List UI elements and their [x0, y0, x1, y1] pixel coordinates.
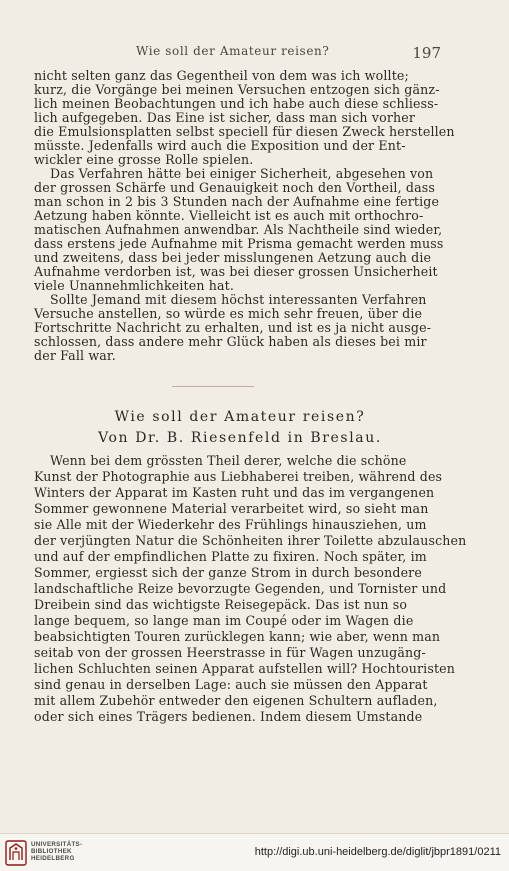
- text-line: und auf der empfindlichen Platte zu fixiren. Noch später, im: [34, 549, 427, 564]
- page-number: 197: [412, 44, 441, 62]
- article-author: Von Dr. B. Riesenfeld in Breslau.: [98, 430, 382, 446]
- text-line: Dreibein sind das wichtigste Reisegepäck. Das ist nun so: [34, 597, 408, 612]
- text-line: kurz, die Vorgänge bei meinen Versuchen entzogen sich gänz-: [34, 82, 440, 97]
- text-line: lich aufgegeben. Das Eine ist sicher, dass man sich vorher: [34, 110, 416, 125]
- text-line: sind genau in derselben Lage: auch sie müssen den Apparat: [34, 677, 428, 692]
- text-line: lange bequem, so lange man im Coupé oder im Wagen die: [34, 613, 414, 628]
- text-line: und zweitens, dass bei jeder misslungenen Aetzung auch die: [34, 250, 432, 265]
- text-line: Sommer gewonnene Material verarbeitet wird, so sieht man: [34, 501, 429, 516]
- text-line: lich meinen Beobachtungen und ich habe auch diese schliess-: [34, 96, 439, 111]
- text-line: Sommer, ergiesst sich der ganze Strom in durch besondere: [34, 565, 422, 580]
- running-head: [0, 44, 509, 60]
- text-line: Kunst der Photographie aus Liebhaberei treiben, während des: [34, 469, 443, 484]
- text-line: viele Unannehmlichkeiten hat.: [34, 278, 235, 293]
- text-line: wickler eine grosse Rolle spielen.: [34, 152, 254, 167]
- text-line: seitab von der grossen Heerstrasse in für Wagen unzugäng-: [34, 645, 426, 660]
- section-divider: [172, 386, 254, 387]
- text-line: matischen Aufnahmen anwendbar. Als Nachtheile sind wieder,: [34, 222, 443, 237]
- library-name-line: UNIVERSITÄTS-: [31, 841, 83, 848]
- text-line: Versuche anstellen, so würde es mich sehr freuen, über die: [34, 306, 423, 321]
- library-name-line: HEIDELBERG: [31, 855, 75, 862]
- text-line: der Fall war.: [34, 348, 116, 363]
- text-line: mit allem Zubehör entweder den eigenen Schultern aufladen,: [34, 693, 438, 708]
- heidelberg-library-seal-icon: [5, 840, 27, 866]
- text-line: der grossen Schärfe und Genauigkeit noch den Vortheil, dass: [34, 180, 435, 195]
- text-line: man schon in 2 bis 3 Stunden nach der Aufnahme eine fertige: [34, 194, 440, 209]
- text-line: Wenn bei dem grössten Theil derer, welche die schöne: [50, 453, 407, 468]
- text-line: Winters der Apparat im Kasten ruht und das im vergangenen: [34, 485, 435, 500]
- text-line: Fortschritte Nachricht zu erhalten, und ist es ja nicht ausge-: [34, 320, 432, 335]
- text-line: lichen Schluchten seinen Apparat aufstellen will? Hochtouristen: [34, 661, 456, 676]
- text-line: dass erstens jede Aufnahme mit Prisma gemacht werden muss: [34, 236, 444, 251]
- text-line: landschaftliche Reize bevorzugte Gegenden, und Tornister und: [34, 581, 447, 596]
- permalink[interactable]: http://digi.ub.uni-heidelberg.de/diglit/jbpr1891/0211: [254, 846, 501, 858]
- article-title: Wie soll der Amateur reisen?: [114, 409, 366, 425]
- text-line: Aetzung haben könnte. Vielleicht ist es auch mit orthochro-: [34, 208, 424, 223]
- text-line: beabsichtigten Touren zurücklegen kann; wie aber, wenn man: [34, 629, 441, 644]
- text-line: oder sich eines Trägers bedienen. Indem diesem Umstande: [34, 709, 423, 724]
- text-line: die Emulsionsplatten selbst speciell für diesen Zweck herstellen: [34, 124, 455, 139]
- text-line: Das Verfahren hätte bei einiger Sicherheit, abgesehen von: [50, 166, 434, 181]
- text-line: nicht selten ganz das Gegentheil von dem was ich wollte;: [34, 68, 409, 83]
- digitization-footer: [0, 833, 509, 871]
- text-line: Aufnahme verdorben ist, was bei dieser grossen Unsicherheit: [34, 264, 438, 279]
- text-line: müsste. Jedenfalls wird auch die Exposition und der Ent-: [34, 138, 406, 153]
- text-line: der verjüngten Natur die Schönheiten ihrer Toilette abzulauschen: [34, 533, 467, 548]
- text-line: schlossen, dass andere mehr Glück haben als dieses bei mir: [34, 334, 427, 349]
- text-line: Sollte Jemand mit diesem höchst interessanten Verfahren: [50, 292, 427, 307]
- library-name-line: BIBLIOTHEK: [31, 848, 72, 855]
- text-line: sie Alle mit der Wiederkehr des Frühlings hinausziehen, um: [34, 517, 427, 532]
- running-title: Wie soll der Amateur reisen?: [136, 44, 330, 58]
- library-name: [31, 841, 82, 862]
